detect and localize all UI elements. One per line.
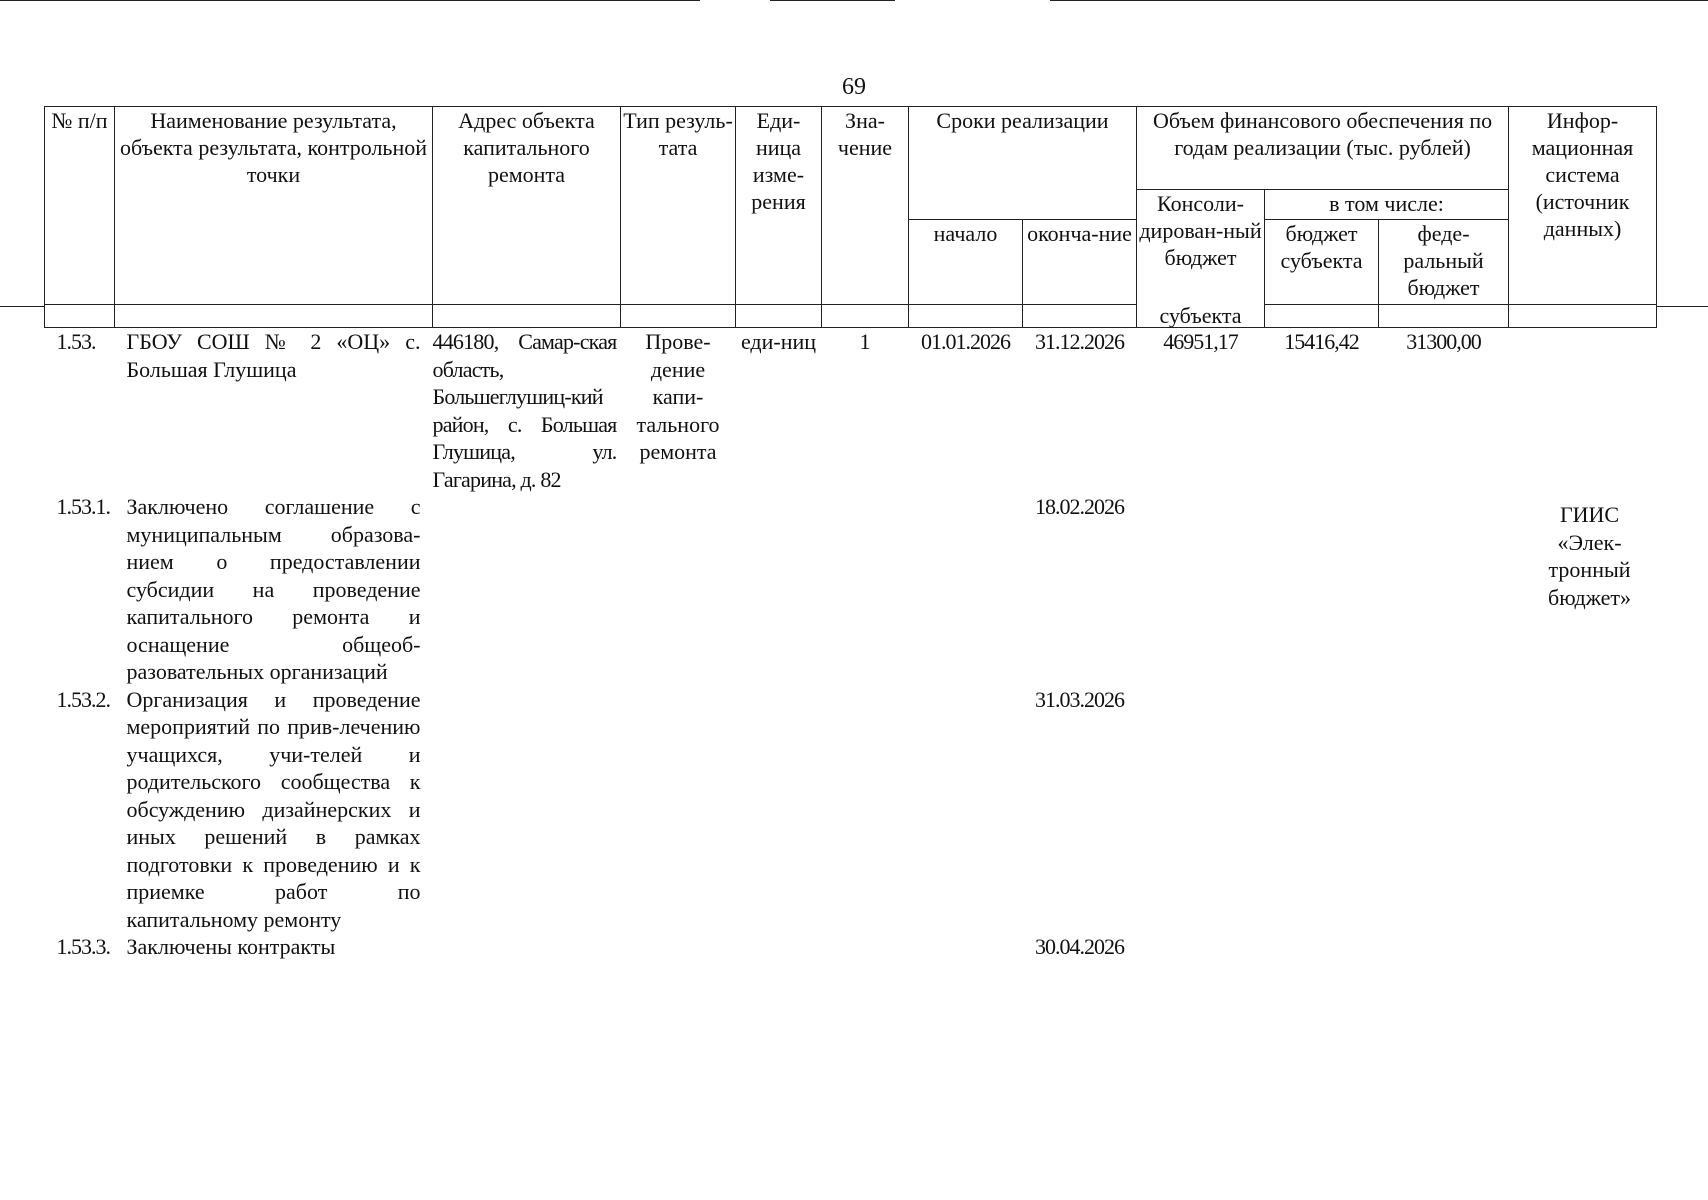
header-type: Тип резуль-тата (621, 107, 736, 305)
header-info-system: Инфор-мационная система (источник данных) (1509, 107, 1657, 305)
header-including: в том числе: (1265, 190, 1509, 220)
table-body (45, 328, 1657, 961)
header-consolidated: Консоли-дирован-ный бюджет (1137, 190, 1265, 305)
header-gap (822, 305, 909, 328)
row-end: 30.04.2026 (1035, 934, 1124, 959)
row-subject-budget: 15416,42 (1284, 329, 1359, 354)
row-unit: еди-ниц (740, 329, 817, 354)
page-number: 69 (842, 74, 866, 100)
left-margin-rule (0, 306, 44, 307)
header-address: Адрес объекта капитального ремонта (433, 107, 621, 305)
row-consolidated: 46951,17 (1163, 329, 1238, 354)
row-num: 1.53.1. (56, 494, 110, 519)
top-rule-left (0, 0, 700, 1)
row-end: 18.02.2026 (1035, 494, 1124, 519)
row-info-system (1509, 686, 1657, 934)
header-gap (1379, 305, 1509, 328)
row-num: 1.53. (56, 329, 96, 354)
header-gap (45, 305, 115, 328)
row-end: 31.12.2026 (1035, 329, 1124, 354)
table-row (45, 493, 1657, 686)
right-margin-rule (1656, 306, 1708, 307)
header-gap (621, 305, 736, 328)
header-name: Наименование результата, объекта результата, контрольной точки (115, 107, 433, 305)
header-start: начало (909, 220, 1023, 305)
row-num: 1.53.3. (56, 934, 110, 959)
header-end: оконча-ние (1023, 220, 1137, 305)
header-subject-budget: бюджет субъекта (1265, 220, 1379, 305)
results-table (44, 106, 1657, 961)
row-value: 1 (859, 329, 871, 354)
row-name: Заключено соглашение с муниципальным образова-нием о предоставлении субсидии на проведение капитального ремонта и оснащение общеоб-разовательных организаций (126, 494, 421, 684)
row-name: ГБОУ СОШ № 2 «ОЦ» с. Большая Глушица (126, 329, 421, 382)
header-gap (1023, 305, 1137, 328)
row-name: Заключены контракты (126, 934, 336, 959)
header-gap (736, 305, 822, 328)
header-terms: Сроки реализации (909, 107, 1137, 220)
header-finance: Объем финансового обеспечения по годам реализации (тыс. рублей) (1137, 107, 1509, 190)
header-federal-budget: феде-ральный бюджет (1379, 220, 1509, 305)
row-info-system (1509, 328, 1657, 494)
table-row (45, 933, 1657, 961)
row-type: Прове-дение капи-тального ремонта (636, 329, 720, 464)
row-num: 1.53.2. (56, 686, 110, 712)
row-name: Организация и проведение мероприятий по прив-лечению учащихся, учи-телей и родительского сообщества к обсуждению дизайнерских и иных решений в рамках подготовки к проведению и к приемке работ по капитальному ремонту (126, 686, 421, 932)
row-info-system: ГИИС «Элек-тронный бюджет» (1548, 502, 1632, 610)
table-row (45, 328, 1657, 494)
header-gap (115, 305, 433, 328)
header-gap (433, 305, 621, 328)
header-gap (1265, 305, 1379, 328)
row-end: 31.03.2026 (1035, 686, 1124, 712)
table-row (45, 686, 1657, 934)
header-consolidated-tail: субъекта (1137, 305, 1265, 328)
header-num: № п/п (45, 107, 115, 305)
table-header (45, 107, 1657, 328)
row-address: 446180, Самар-ская область, Большеглушиц-кий район, с. Большая Глушица, ул. Гагарина, д. 82 (432, 329, 617, 492)
top-rule-middle (770, 0, 895, 1)
row-start: 01.01.2026 (921, 329, 1010, 354)
header-gap (909, 305, 1023, 328)
header-value: Зна-чение (822, 107, 909, 305)
row-info-system (1509, 933, 1657, 961)
top-rule-right (1050, 0, 1708, 1)
header-gap (1509, 305, 1657, 328)
header-unit: Еди-ница изме-рения (736, 107, 822, 305)
row-federal-budget: 31300,00 (1406, 329, 1481, 354)
